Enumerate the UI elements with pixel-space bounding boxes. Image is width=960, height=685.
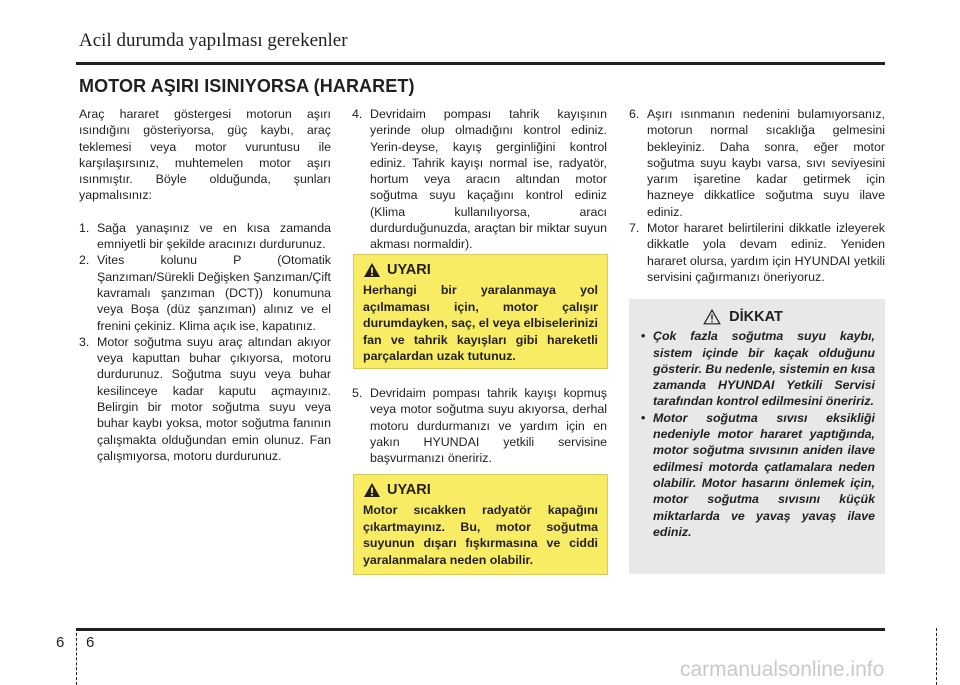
section-title: MOTOR AŞIRI ISINIYORSA (HARARET) bbox=[79, 76, 415, 96]
page-number: 6 bbox=[86, 634, 95, 651]
warning-text: Motor sıcakken radyatör kapağını çıkartmayınız. Bu, motor soğutma suyunun dışarı fışkırmasına ve ciddi yaralanmalara neden olabilir. bbox=[363, 503, 598, 567]
header-rule bbox=[76, 62, 885, 65]
warning-box bbox=[353, 254, 608, 369]
caution-triangle-icon bbox=[703, 309, 721, 325]
item-text: Motor soğutma suyu araç altından akıyor veya kaputtan buhar çıkıyorsa, motoru durdurunuz. Soğutma suyu veya buhar kesilinceye kadar kaputu açmayınız. Belirgin bir motor soğutma suyu veya buhar kaybı yoksa, motor soğutma fanının çalışmakta olduğundan emin olunuz. Fan çalışmıyorsa, motoru durdurunuz. bbox=[97, 334, 331, 463]
left-trim-mark bbox=[76, 628, 77, 685]
right-trim-mark bbox=[936, 628, 937, 685]
item-number: 1. bbox=[79, 220, 90, 235]
intro-paragraph: Araç hararet göstergesi motorun aşırı ısındığını gösteriyorsa, güç kaybı, araç teklemesi veya motor vuruntusu ile karşılaşırsınız, muhtemelen motor aşırı ısınmıştır. Böyle olduğunda, şunları yapmalısınız: bbox=[79, 107, 331, 203]
column-2-lower bbox=[352, 385, 607, 466]
bullet-dot: • bbox=[641, 410, 646, 425]
list-item bbox=[79, 220, 331, 253]
warning-text: Herhangi bir yaralanmaya yol açılmaması için, motor çalışır durumdayken, saç, el veya elbiselerinizi fan ve tahrik kayışları gibi hareketli parçalardan uzak tutunuz. bbox=[363, 283, 598, 364]
caution-heading bbox=[641, 309, 875, 325]
chapter-number: 6 bbox=[56, 634, 65, 651]
caution-title: DİKKAT bbox=[729, 309, 783, 325]
item-text: Sağa yanaşınız ve en kısa zamanda emniyetli bir şekilde aracınızı durdurunuz. bbox=[97, 220, 331, 252]
watermark: carmanualsonline.info bbox=[680, 658, 885, 681]
bullet-dot: • bbox=[641, 329, 646, 344]
column-1 bbox=[79, 106, 331, 464]
caution-bullet bbox=[641, 410, 875, 540]
warning-box bbox=[353, 474, 608, 575]
warning-title: UYARI bbox=[387, 262, 431, 278]
item-text: Devridaim pompası tahrik kayışı kopmuş veya motor soğutma suyu akıyorsa, derhal motoru durdurmanızı ve yardım için en yakın HYUNDAI yetkili servisine başvurmanızı öneririz. bbox=[370, 386, 607, 466]
list-item bbox=[79, 334, 331, 464]
warning-heading bbox=[363, 262, 598, 278]
header-title: Acil durumda yapılması gerekenler bbox=[79, 30, 348, 51]
item-number: 6. bbox=[629, 107, 640, 121]
caution-box bbox=[629, 299, 885, 574]
item-number: 5. bbox=[352, 386, 363, 400]
item-text: Aşırı ısınmanın nedenini bulamıyorsanız, motorun normal sıcaklığa gelmesini bekleyiniz. Daha sonra, eğer motor soğutma suyu kaybı varsa, sıvı seviyesini yarım işaretine kadar getirmek için hazneye dikkatlice soğutma suyu ilave ediniz. bbox=[647, 107, 885, 219]
warning-heading bbox=[363, 482, 598, 498]
item-number: 3. bbox=[79, 334, 90, 349]
item-text: Devridaim pompası tahrik kayışının yerinde olup olmadığını kontrol ediniz. Yerin-deyse, kayış gerginliğini kontrol ediniz. Tahrik kayışı normal ise, radyatör, hortum veya aracın altından motor soğutma suyu kaçağını kontrol ediniz (Klima kullanılıyorsa, aracı durdurduğunuzda, araçtan bir miktar suyun akması normaldir). bbox=[370, 107, 607, 252]
bullet-text: Motor soğutma sıvısı eksikliği nedeniyle motor hararet yaptığında, motor soğutma sıvısının aniden ilave edilmesi motorda çatlamalara neden olabilir. Motor hasarını önlemek için, motor soğutma sıvısını küçük miktarlarda ve yavaş yavaş ilave ediniz. bbox=[653, 410, 875, 539]
caution-bullet bbox=[641, 328, 875, 409]
warning-triangle-icon bbox=[363, 262, 381, 278]
column-2 bbox=[352, 106, 607, 253]
item-text: Vites kolunu P (Otomatik Şanzıman/Sürekli Değişken Şanzıman/Çift kavramalı şanzıman (DCT)) konumuna veya Boşa (düz şanzıman) alınız ve el frenini çekiniz. Klima açık ise, kapatınız. bbox=[97, 253, 331, 333]
list-item bbox=[629, 106, 885, 220]
item-number: 4. bbox=[352, 107, 363, 121]
list-item bbox=[629, 220, 885, 285]
warning-triangle-icon bbox=[363, 482, 381, 498]
spacer bbox=[79, 204, 331, 220]
list-item bbox=[79, 252, 331, 333]
item-text: Motor hararet belirtilerini dikkatle izleyerek dikkatle yola devam ediniz. Yeniden hararet olursa, yardım için HYUNDAI yetkili servisini çağırmanızı öneriyoruz. bbox=[647, 221, 885, 284]
item-number: 2. bbox=[79, 253, 90, 268]
column-3 bbox=[629, 106, 885, 285]
item-number: 7. bbox=[629, 221, 640, 236]
footer-rule bbox=[76, 628, 885, 631]
bullet-text: Çok fazla soğutma suyu kaybı, sistem içinde bir kaçak olduğunu gösterir. Bu nedenle, sistemin en kısa zamanda HYUNDAI Yetkili Servisi tarafından kontrol edilmesini öneririz. bbox=[653, 329, 875, 409]
list-item bbox=[352, 385, 607, 466]
warning-title: UYARI bbox=[387, 482, 431, 498]
list-item bbox=[352, 106, 607, 253]
